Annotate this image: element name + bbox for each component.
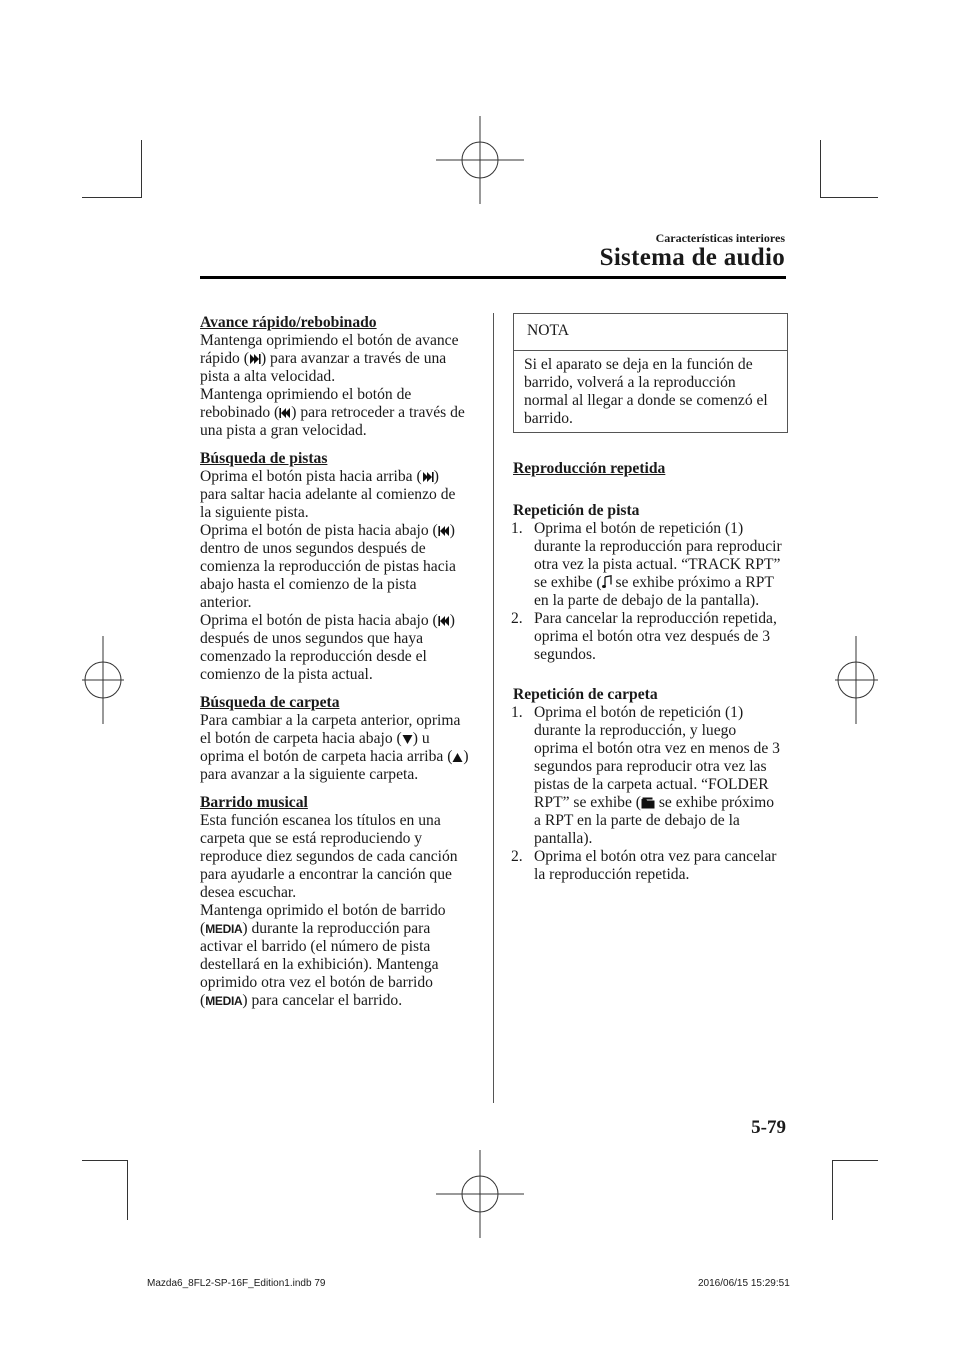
down-triangle-icon: [402, 734, 413, 745]
text-line: Mantenga oprimido el botón de barrido: [200, 902, 446, 919]
subheading-repeticion-pista: Repetición de pista: [513, 502, 640, 519]
text-line: comienza la reproducción de pistas hacia: [200, 558, 456, 575]
list-item: [513, 610, 793, 664]
text-line: para ayudarle a encontrar la canción que: [200, 866, 452, 883]
spacer: [200, 784, 485, 794]
text-line: [200, 468, 485, 486]
text-fragment: ): [449, 522, 455, 539]
text-line: reproduce diez segundos de cada canción: [200, 848, 458, 865]
step-number: 2.: [511, 848, 523, 865]
text-fragment: Oprima el botón de pista hacia abajo (: [200, 522, 438, 539]
text-line: comenzado la reproducción desde el: [200, 648, 427, 665]
text-line: Oprima el botón de repetición (1): [534, 704, 744, 721]
busqueda-carpeta-paragraph: [200, 712, 485, 784]
text-line: [200, 350, 485, 368]
text-line: la siguiente pista.: [200, 504, 309, 521]
list-item: [513, 704, 793, 848]
text-line: [534, 574, 793, 592]
folder-icon: [641, 797, 655, 809]
text-line: abajo hasta el comienzo de la pista: [200, 576, 417, 593]
text-line: dentro de unos segundos después de: [200, 540, 426, 557]
text-fragment: ) u: [412, 730, 430, 747]
text-line: Si el aparato se deja en la función de: [524, 356, 753, 373]
text-fragment: (: [200, 992, 206, 1009]
note-text: [524, 356, 782, 428]
text-line: pantalla).: [534, 830, 593, 847]
text-line: activar el barrido (el número de pista: [200, 938, 431, 955]
music-note-icon: [602, 575, 612, 589]
text-line: oprima el botón otra vez después de 3: [534, 628, 771, 645]
list-item: [513, 520, 793, 610]
text-fragment: el botón de carpeta hacia abajo (: [200, 730, 402, 747]
text-line: para avanzar a la siguiente carpeta.: [200, 766, 419, 783]
busqueda-pistas-paragraph: [200, 468, 485, 684]
text-line: pistas de la carpeta actual. “FOLDER: [534, 776, 769, 793]
media-button-icon: MEDIA: [205, 994, 243, 1008]
spacer: [200, 684, 485, 694]
text-line: normal al llegar a donde se comenzó el: [524, 392, 768, 409]
text-line: segundos para reproducir otra vez las: [534, 758, 767, 775]
text-fragment: (: [200, 920, 206, 937]
step-number: 2.: [511, 610, 523, 627]
track-backward-icon: [279, 407, 291, 419]
text-fragment: ): [449, 612, 455, 629]
text-fragment: ) durante la reproducción para: [242, 920, 431, 937]
avance-paragraph: [200, 332, 485, 440]
text-fragment: ): [433, 468, 439, 485]
text-fragment: Oprima el botón pista hacia arriba (: [200, 468, 422, 485]
text-fragment: rápido (: [200, 350, 249, 367]
carpeta-steps: [513, 704, 793, 884]
text-line: pista a alta velocidad.: [200, 368, 336, 385]
text-line: [200, 404, 485, 422]
text-line: [200, 522, 485, 540]
text-line: Mantenga oprimiendo el botón de avance: [200, 332, 459, 349]
text-line: la reproducción repetida.: [534, 866, 690, 883]
text-line: Esta función escanea los títulos en una: [200, 812, 441, 829]
subheading-repeticion-carpeta: Repetición de carpeta: [513, 686, 658, 703]
text-line: [200, 992, 485, 1010]
track-forward-icon: [249, 353, 261, 365]
text-line: carpeta que se está reproduciendo y: [200, 830, 423, 847]
list-item: [513, 848, 793, 884]
text-line: Mantenga oprimiendo el botón de: [200, 386, 412, 403]
media-button-icon: MEDIA: [205, 922, 243, 936]
text-fragment: se exhibe próximo a RPT: [611, 574, 774, 591]
footer-file: Mazda6_8FL2-SP-16F_Edition1.indb 79: [147, 1278, 326, 1289]
text-line: Oprima el botón otra vez para cancelar: [534, 848, 777, 865]
text-fragment: rebobinado (: [200, 404, 280, 421]
text-line: [200, 730, 485, 748]
text-line: después de unos segundos que haya: [200, 630, 424, 647]
header-rule: [200, 276, 786, 279]
note-title: NOTA: [527, 322, 570, 339]
text-line: anterior.: [200, 594, 252, 611]
text-line: segundos.: [534, 646, 596, 663]
spacer: [513, 664, 793, 686]
track-backward-icon: [438, 525, 450, 537]
text-line: [534, 794, 793, 812]
text-line: barrido, volverá a la reproducción: [524, 374, 736, 391]
text-line: desea escuchar.: [200, 884, 297, 901]
text-line: a RPT en la parte de debajo de la: [534, 812, 740, 829]
left-column: [200, 314, 485, 1010]
section-label: Características interiores: [655, 231, 785, 245]
text-line: [200, 920, 485, 938]
page-number: 5-79: [751, 1117, 786, 1138]
heading-busqueda-pistas: Búsqueda de pistas: [200, 450, 328, 467]
text-line: [200, 748, 485, 766]
text-fragment: ) para retroceder a través de: [291, 404, 465, 421]
text-line: destellará en la exhibición). Mantenga: [200, 956, 439, 973]
text-line: Para cambiar a la carpeta anterior, oprima: [200, 712, 461, 729]
text-line: en la parte de debajo de la pantalla).: [534, 592, 760, 609]
text-line: una pista a gran velocidad.: [200, 422, 367, 439]
step-number: 1.: [511, 704, 523, 721]
text-fragment: ): [463, 748, 469, 765]
note-header: [514, 314, 787, 351]
text-fragment: se exhibe próximo: [654, 794, 775, 811]
right-column: [513, 460, 793, 884]
step-number: 1.: [511, 520, 523, 537]
footer-timestamp: 2016/06/15 15:29:51: [698, 1278, 790, 1289]
heading-avance: Avance rápido/rebobinado: [200, 314, 377, 331]
text-line: otra vez la pista actual. “TRACK RPT”: [534, 556, 781, 573]
heading-busqueda-carpeta: Búsqueda de carpeta: [200, 694, 340, 711]
heading-reproduccion-repetida: Reproducción repetida: [513, 460, 666, 477]
text-line: oprima el botón otra vez en menos de 3: [534, 740, 780, 757]
pista-steps: [513, 520, 793, 664]
heading-barrido: Barrido musical: [200, 794, 308, 811]
text-line: barrido.: [524, 410, 573, 427]
text-line: oprimido otra vez el botón de barrido: [200, 974, 433, 991]
text-line: durante la reproducción para reproducir: [534, 538, 782, 555]
track-forward-icon: [422, 471, 434, 483]
barrido-paragraph: [200, 812, 485, 1010]
track-backward-icon: [438, 615, 450, 627]
text-fragment: ) para cancelar el barrido.: [242, 992, 403, 1009]
text-line: Oprima el botón de repetición (1): [534, 520, 744, 537]
text-line: [200, 612, 485, 630]
note-box: [513, 313, 788, 433]
text-line: Para cancelar la reproducción repetida,: [534, 610, 777, 627]
text-line: comienzo de la pista actual.: [200, 666, 373, 683]
text-fragment: ) para avanzar a través de una: [260, 350, 447, 367]
up-triangle-icon: [452, 752, 463, 763]
page-title: Sistema de audio: [599, 244, 785, 271]
text-fragment: RPT” se exhibe (: [534, 794, 641, 811]
spacer: [200, 440, 485, 450]
text-fragment: se exhibe (: [534, 574, 602, 591]
text-fragment: Oprima el botón de pista hacia abajo (: [200, 612, 438, 629]
text-line: durante la reproducción, y luego: [534, 722, 737, 739]
text-fragment: oprima el botón de carpeta hacia arriba (: [200, 748, 453, 765]
text-line: para saltar hacia adelante al comienzo de: [200, 486, 456, 503]
